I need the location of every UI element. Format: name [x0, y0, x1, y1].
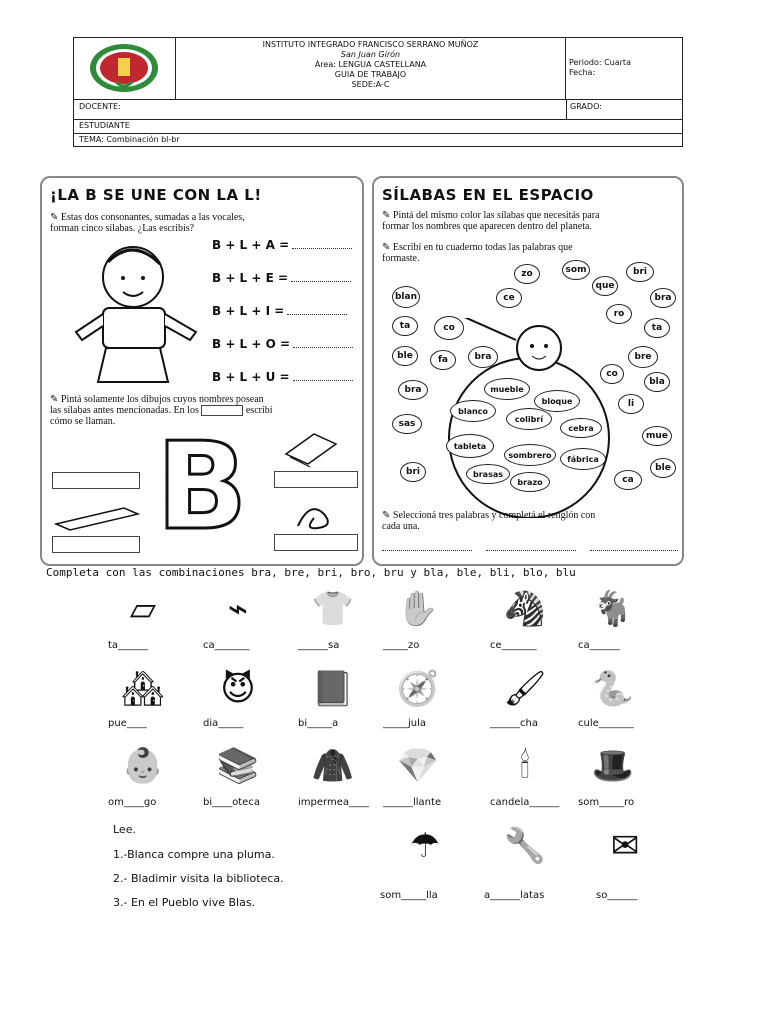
pencil-icon: ✎ — [50, 212, 61, 223]
right-write: ✎ Escribí en tu cuaderno todas las palabras que formaste. — [382, 242, 573, 264]
paint-instruction: ✎ Pintá solamente los dibujos cuyos nombres posean las sílabas antes mencionadas. En los escribí cómo se llaman. — [50, 394, 273, 428]
syllable-bubble[interactable]: zo — [514, 264, 540, 284]
right-intro: ✎ Pintá del mismo color las sílabas que necesitás para formar los nombres que aparecen dentro del planeta. — [382, 210, 600, 232]
syllable-bubble[interactable]: bra — [398, 380, 428, 400]
header-table — [73, 37, 683, 147]
diamond-icon: 💎 — [396, 746, 440, 786]
syllable-bubble[interactable]: ca — [614, 470, 642, 490]
exercise-blank[interactable]: ca_______ — [203, 640, 250, 651]
logo-cell — [74, 38, 176, 99]
estudiante-row[interactable]: ESTUDIANTE — [74, 119, 682, 133]
planet-word[interactable]: brasas — [466, 464, 510, 484]
area: Área: LENGUA CASTELLANA — [314, 60, 427, 69]
date-field[interactable]: Fecha: — [569, 68, 596, 77]
planet-word[interactable]: tableta — [446, 434, 494, 458]
syllable-bubble[interactable]: ble — [650, 458, 676, 478]
plank-icon — [54, 506, 140, 532]
answer-line[interactable] — [590, 550, 678, 551]
planet-word[interactable]: mueble — [484, 378, 530, 400]
read-heading: Lee. — [113, 823, 136, 836]
syllable-bubble[interactable]: som — [562, 260, 590, 280]
syllable-bubble[interactable]: bre — [628, 346, 658, 368]
planet-word[interactable]: bloque — [534, 390, 580, 412]
left-intro — [50, 212, 360, 234]
syllable-bubble[interactable]: bra — [650, 288, 676, 308]
planet-word[interactable]: blanco — [450, 400, 496, 422]
snake-icon: 🐍 — [591, 669, 635, 709]
planet-word[interactable]: sombrero — [504, 444, 556, 466]
goat-icon: 🐐 — [591, 589, 635, 629]
right-panel-title: SÍLABAS EN EL ESPACIO — [382, 186, 594, 204]
syllable-bubble[interactable]: ta — [644, 318, 670, 338]
exercise-blank[interactable]: som_____ro — [578, 797, 635, 808]
pencil-icon: ✎ — [382, 210, 393, 221]
syllable-bubble[interactable]: que — [592, 276, 618, 296]
exercise-blank[interactable]: ______sa — [298, 640, 340, 651]
right-panel — [372, 176, 684, 566]
syllable-bubble[interactable]: ce — [496, 288, 522, 308]
pencil-icon: ✎ — [382, 242, 393, 253]
syllable-bubble[interactable]: bri — [626, 262, 654, 282]
answer-box[interactable] — [52, 536, 140, 553]
exercise-blank[interactable]: _____jula — [383, 718, 427, 729]
cable-icon: ⌁ — [227, 589, 249, 629]
answer-line[interactable] — [382, 550, 472, 551]
formula-row[interactable]: B + L + E = — [212, 271, 362, 304]
syllable-bubble[interactable]: bri — [400, 462, 426, 482]
select-instruction: ✎ Seleccioná tres palabras y completá el renglón con cada una. — [382, 510, 596, 532]
envelope-icon: ✉ — [610, 826, 640, 866]
exercise-blank[interactable]: bi_____a — [298, 718, 339, 729]
syllable-bubble[interactable]: co — [434, 316, 464, 340]
pencil-icon: ✎ — [382, 510, 393, 521]
devil-icon: 😈 — [220, 669, 256, 709]
planet-word[interactable]: cebra — [560, 418, 602, 438]
syllable-bubble[interactable]: ble — [392, 346, 418, 366]
arm-icon: ✋ — [396, 589, 440, 629]
exercise-blank[interactable]: ca______ — [578, 640, 620, 651]
planet-word[interactable]: brazo — [510, 472, 550, 492]
town: San Juan Girón — [340, 50, 401, 59]
read-line: 2.- Bladimir visita la biblioteca. — [113, 872, 284, 885]
book-icon — [280, 428, 340, 468]
exercise-blank[interactable]: ______cha — [490, 718, 538, 729]
syllable-bubble[interactable]: blan — [392, 286, 420, 308]
snake-icon — [290, 496, 340, 536]
left-intro-line1: Estas dos consonantes, sumadas a las vocales, — [60, 212, 245, 223]
planet-word[interactable]: fábrica — [560, 448, 606, 470]
school-name: INSTITUTO INTEGRADO FRANCISCO SERRANO MUÑOZ — [262, 40, 479, 49]
can-opener-icon: 🔧 — [503, 826, 547, 866]
docente-row[interactable]: DOCENTE: — [74, 99, 682, 119]
read-line: 1.-Blanca compre una pluma. — [113, 848, 275, 861]
blouse-icon: 👕 — [311, 589, 355, 629]
answer-box[interactable] — [52, 472, 140, 489]
bookshelf-icon: 📚 — [216, 746, 260, 786]
planet-word[interactable]: colibrí — [506, 408, 552, 430]
village-icon: 🏘 — [121, 669, 165, 709]
exercise-blank[interactable]: ______llante — [383, 797, 442, 808]
syllable-bubble[interactable]: bra — [468, 346, 498, 368]
formula-row[interactable]: B + L + U = — [212, 370, 362, 403]
exercise-blank[interactable]: ta______ — [108, 640, 149, 651]
formula-row[interactable]: B + L + O = — [212, 337, 362, 370]
syllable-bubble[interactable]: ro — [606, 304, 632, 324]
left-panel-title: ¡LA B SE UNE CON LA L! — [50, 186, 262, 204]
navel-baby-icon: 👶 — [121, 746, 165, 786]
formula-row[interactable]: B + L + I = — [212, 304, 362, 337]
compass-icon: 🧭 — [396, 669, 440, 709]
exercise-blank[interactable]: bi____oteca — [203, 797, 260, 808]
syllable-bubble[interactable]: ta — [392, 316, 418, 336]
syllable-bubble[interactable]: co — [600, 364, 624, 384]
exercise-blank[interactable]: impermea____ — [298, 797, 369, 808]
sede: SEDE:A-C — [351, 80, 390, 89]
exercise-blank[interactable]: ce_______ — [490, 640, 537, 651]
pencil-icon: ✎ — [50, 394, 61, 405]
formula-row[interactable]: B + L + A = — [212, 238, 362, 271]
answer-line[interactable] — [486, 550, 576, 551]
tema-row: TEMA: Combinación bl-br — [74, 133, 682, 147]
exercise-blank[interactable]: dia_____ — [203, 718, 244, 729]
syllable-bubble[interactable]: mue — [642, 426, 672, 446]
period: Periodo: Cuarta — [569, 58, 631, 67]
grado-field[interactable]: GRADO: — [566, 99, 682, 119]
exercise-blank[interactable]: candela______ — [490, 797, 560, 808]
hat-icon: 🎩 — [591, 746, 635, 786]
brush-icon: 🖌 — [503, 669, 547, 709]
syllable-bubble[interactable]: fa — [430, 350, 456, 370]
syllable-bubble[interactable]: bla — [644, 372, 670, 392]
exercise-blank[interactable]: pue____ — [108, 718, 147, 729]
raincoat-icon: 🧥 — [311, 746, 355, 786]
school-crest-icon — [74, 38, 174, 98]
big-letter-b: B — [156, 418, 248, 557]
syllable-bubble[interactable]: sas — [392, 414, 422, 434]
left-panel — [40, 176, 364, 566]
answer-box[interactable] — [274, 534, 358, 551]
answer-box[interactable] — [274, 471, 358, 488]
exercise-blank[interactable]: cule_______ — [578, 718, 634, 729]
exercise-blank[interactable]: som_____lla — [380, 890, 438, 901]
exercise-blank[interactable]: a______latas — [484, 890, 545, 901]
guide-title: GUIA DE TRABAJO — [334, 70, 407, 79]
formula-list — [212, 238, 362, 403]
boy-illustration — [68, 242, 208, 392]
exercise-blank[interactable]: so______ — [596, 890, 638, 901]
exercise-instruction: Completa con las combinaciones bra, bre, bri, bro, bru y bla, ble, bli, blo, blu — [46, 566, 576, 579]
candelabra-icon: 🕯 — [520, 746, 530, 786]
board-icon: ▱ — [129, 589, 157, 629]
left-intro-line2: forman cinco sílabas. ¿Las escribís? — [50, 223, 195, 234]
bible-icon: 📕 — [311, 669, 355, 709]
zebra-icon: 🦓 — [503, 589, 547, 629]
syllable-bubble[interactable]: li — [618, 394, 644, 414]
exercise-blank[interactable]: om____go — [108, 797, 157, 808]
read-line: 3.- En el Pueblo vive Blas. — [113, 896, 256, 909]
umbrella-icon: ☂ — [409, 826, 441, 866]
period-cell — [566, 38, 682, 99]
school-info — [176, 38, 566, 99]
exercise-blank[interactable]: _____zo — [383, 640, 420, 651]
